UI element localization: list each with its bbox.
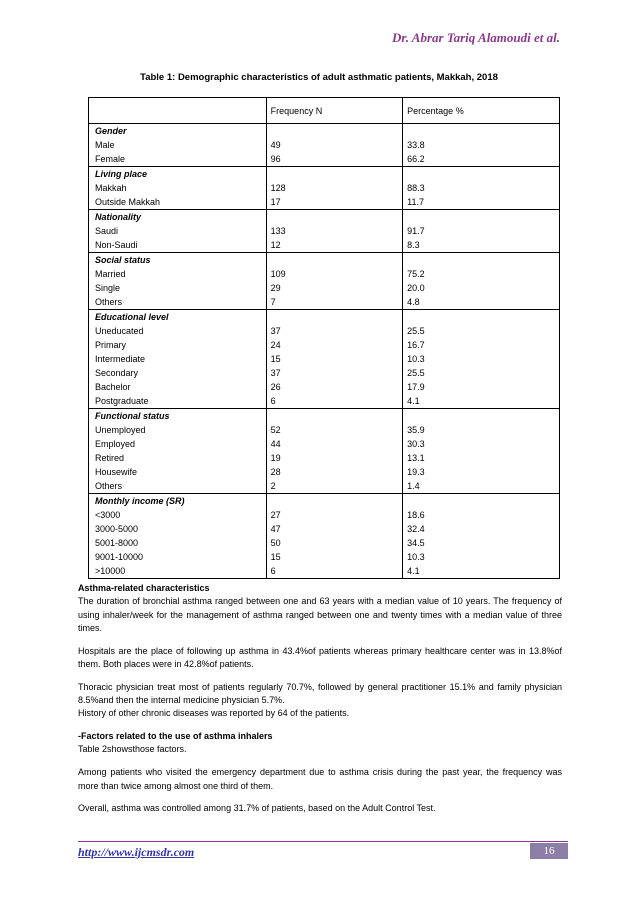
frequency-value: 50 (270, 538, 281, 548)
footer-divider (78, 841, 568, 842)
group-frequency-cell (266, 167, 402, 210)
frequency-value: 49 (270, 140, 281, 150)
group-percentage-cell (403, 124, 560, 167)
row-label: Retired (95, 453, 125, 463)
row-label: Intermediate (95, 354, 146, 364)
group-percentage-cell (403, 167, 560, 210)
frequency-value: 37 (270, 368, 281, 378)
table-group-row (89, 210, 560, 253)
frequency-value: 37 (270, 326, 281, 336)
row-label: 3000-5000 (95, 524, 139, 534)
page-number: 16 (530, 843, 568, 859)
percentage-value: 30.3 (407, 439, 425, 449)
group-frequency-cell (266, 210, 402, 253)
group-percentage-cell (403, 310, 560, 409)
group-heading: Nationality (95, 212, 142, 222)
group-percentage-cell (403, 494, 560, 579)
frequency-value: 6 (270, 566, 276, 576)
table-group-row (89, 409, 560, 494)
paragraph: Thoracic physician treat most of patients regularly 70.7%, followed by general practitioner 15.1% and family physician 8.5%and then the internal medicine physician 5.7%. (78, 681, 562, 706)
spacer (407, 409, 555, 423)
percentage-value: 25.5 (407, 326, 425, 336)
percentage-value: 20.0 (407, 283, 425, 293)
paragraph: Hospitals are the place of following up asthma in 43.4%of patients whereas primary healthcare center was in 13.8%of them. Both places were in 42.8%of patients. (78, 645, 562, 669)
group-category-cell (89, 310, 267, 409)
row-label: 5001-8000 (95, 538, 139, 548)
frequency-value: 7 (270, 297, 276, 307)
paragraph: Overall, asthma was controlled among 31.7% of patients, based on the Adult Control Test. (78, 803, 436, 814)
frequency-value: 15 (270, 552, 281, 562)
percentage-value: 34.5 (407, 538, 425, 548)
row-label: Bachelor (95, 382, 131, 392)
demographics-table (88, 97, 560, 579)
row-label: 9001-10000 (95, 552, 144, 562)
percentage-value: 75.2 (407, 269, 425, 279)
frequency-value: 128 (270, 183, 286, 193)
group-heading: Monthly income (SR) (95, 496, 185, 506)
frequency-value: 2 (270, 481, 276, 491)
percentage-value: 18.6 (407, 510, 425, 520)
row-label: Outside Makkah (95, 197, 161, 207)
frequency-value: 52 (270, 425, 281, 435)
group-heading: Social status (95, 255, 151, 265)
frequency-value: 26 (270, 382, 281, 392)
group-heading: Functional status (95, 411, 170, 421)
table-group-row (89, 494, 560, 579)
group-heading: Living place (95, 169, 148, 179)
percentage-value: 35.9 (407, 425, 425, 435)
group-percentage-cell (403, 253, 560, 310)
frequency-value: 28 (270, 467, 281, 477)
percentage-value: 11.7 (407, 197, 425, 207)
group-category-cell (89, 409, 267, 494)
percentage-value: 66.2 (407, 154, 425, 164)
header-author: Dr. Abrar Tariq Alamoudi et al. (392, 30, 560, 45)
spacer (271, 253, 398, 267)
spacer (271, 409, 398, 423)
paragraph: Table 2showsthose factors. (78, 744, 187, 755)
frequency-value: 6 (270, 396, 276, 406)
row-label: Unemployed (95, 425, 146, 435)
frequency-value: 19 (270, 453, 281, 463)
spacer (407, 253, 555, 267)
row-label: Secondary (95, 368, 139, 378)
spacer (407, 167, 555, 181)
spacer (407, 124, 555, 138)
table-group-row (89, 253, 560, 310)
row-label: Employed (95, 439, 136, 449)
column-header (89, 98, 267, 124)
table-body (89, 124, 560, 579)
group-heading: Educational level (95, 312, 169, 322)
percentage-value: 4.1 (407, 396, 420, 406)
footer-url-link[interactable]: http://www.ijcmsdr.com (78, 845, 195, 859)
group-frequency-cell (266, 124, 402, 167)
frequency-value: 17 (270, 197, 281, 207)
percentage-value: 4.8 (407, 297, 420, 307)
row-label: Postgraduate (95, 396, 149, 406)
row-label: <3000 (95, 510, 121, 520)
group-percentage-cell (403, 409, 560, 494)
row-label: >10000 (95, 566, 126, 576)
frequency-value: 47 (270, 524, 281, 534)
row-label: Primary (95, 340, 126, 350)
percentage-value: 8.3 (407, 240, 420, 250)
table-header-row (89, 98, 560, 124)
group-category-cell (89, 494, 267, 579)
row-label: Single (95, 283, 121, 293)
section-heading: Asthma-related characteristics (78, 583, 210, 593)
percentage-value: 19.3 (407, 467, 425, 477)
spacer (407, 210, 555, 224)
group-category-cell (89, 124, 267, 167)
frequency-value: 24 (270, 340, 281, 350)
row-label: Uneducated (95, 326, 144, 336)
percentage-value: 25.5 (407, 368, 425, 378)
paragraph: Among patients who visited the emergency department due to asthma crisis during the past year, the frequency was more than twice among almost one third of them. (78, 767, 562, 791)
frequency-value: 15 (270, 354, 281, 364)
row-label: Others (95, 481, 123, 491)
percentage-value: 10.3 (407, 552, 425, 562)
spacer (407, 310, 555, 324)
frequency-value: 133 (270, 226, 286, 236)
section-heading: -Factors related to the use of asthma inhalers (78, 731, 273, 742)
group-frequency-cell (266, 310, 402, 409)
frequency-value: 96 (270, 154, 281, 164)
row-label: Married (95, 269, 126, 279)
row-label: Housewife (95, 467, 138, 477)
percentage-value: 32.4 (407, 524, 425, 534)
percentage-value: 4.1 (407, 566, 420, 576)
group-frequency-cell (266, 253, 402, 310)
spacer (271, 124, 398, 138)
spacer (407, 494, 555, 508)
group-frequency-cell (266, 494, 402, 579)
frequency-value: 27 (270, 510, 281, 520)
frequency-value: 44 (270, 439, 281, 449)
frequency-value: 29 (270, 283, 281, 293)
row-label: Saudi (95, 226, 119, 236)
spacer (271, 494, 398, 508)
percentage-value: 91.7 (407, 226, 425, 236)
percentage-value: 33.8 (407, 140, 425, 150)
row-label: Others (95, 297, 123, 307)
spacer (271, 210, 398, 224)
table-group-row (89, 124, 560, 167)
table-group-row (89, 310, 560, 409)
frequency-value: 12 (270, 240, 281, 250)
row-label: Non-Saudi (95, 240, 138, 250)
percentage-value: 17.9 (407, 382, 425, 392)
group-percentage-cell (403, 210, 560, 253)
table-group-row (89, 167, 560, 210)
group-category-cell (89, 167, 267, 210)
group-category-cell (89, 253, 267, 310)
percentage-value: 10.3 (407, 354, 425, 364)
percentage-value: 1.4 (407, 481, 420, 491)
spacer (271, 310, 398, 324)
percentage-value: 88.3 (407, 183, 425, 193)
spacer (271, 167, 398, 181)
row-label: Male (95, 140, 115, 150)
row-label: Makkah (95, 183, 127, 193)
paragraph: History of other chronic diseases was reported by 64 of the patients. (78, 708, 350, 719)
body-text (78, 582, 562, 825)
percentage-value: 16.7 (407, 340, 425, 350)
percentage-value: 13.1 (407, 453, 425, 463)
table-title: Table 1: Demographic characteristics of adult asthmatic patients, Makkah, 2018 (140, 72, 498, 83)
group-frequency-cell (266, 409, 402, 494)
column-header-percentage: Percentage % (403, 98, 560, 124)
column-header-frequency: Frequency N (266, 98, 402, 124)
paragraph: The duration of bronchial asthma ranged between one and 63 years with a median value of 10 years. The frequency of using inhaler/week for the management of asthma ranged between one and twenty times with a median value of three times. (78, 596, 562, 633)
frequency-value: 109 (270, 269, 286, 279)
group-heading: Gender (95, 126, 127, 136)
row-label: Female (95, 154, 126, 164)
group-category-cell (89, 210, 267, 253)
